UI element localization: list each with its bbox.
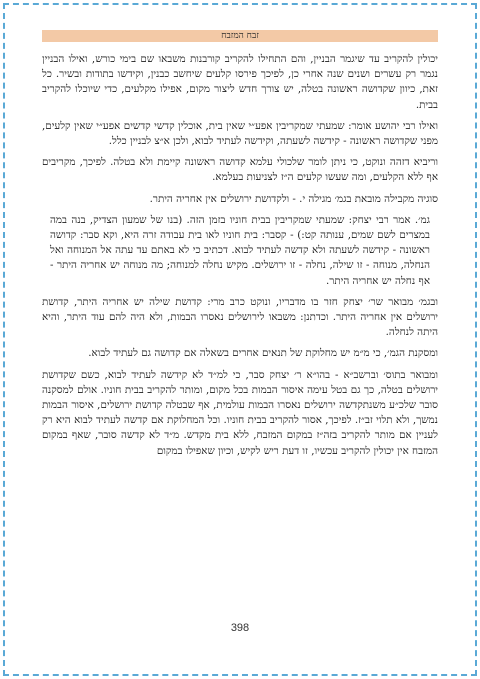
paragraph: יכולין להקריב עד שיגמר הבניין, והם התחילו להקריב קורבנות משבאו שם בימי כורש, ואילו הבניין נגמר רק עשרים ושנים שנה אחרי כן, לפיכך פירסו קלעים שיחשב כבנין, וקידשו בתודות ובשיר. כל זאת, כיוון שקדושה ראשונה בטלה, יש צורך חדש ליצור מקום, אפילו מקלעים, כדי שיוכלו להקריב בבית. xyxy=(42,53,438,111)
paragraph: ואילו רבי יהושע אומר: שמעתי שמקריבין אפע״י שאין בית, אוכלין קדשי קדשים אפע״י שאין קלעים, מפני שקדושה ראשונה - קידשה לשעתה, וקידשה לעתיד לבוא, ולכן א״צ לבניין כלל. xyxy=(42,119,438,148)
paragraph: ומסקנת הגמ׳, כי מ״מ יש מחלוקת של תנאים אחרים בשאלה אם קדושה גם לעתיד לבוא. xyxy=(88,347,438,360)
page-body xyxy=(42,52,438,465)
page-number: 398 xyxy=(230,622,250,634)
header-title: זבח המזבח xyxy=(221,31,259,41)
quoted-passage: גמ׳. אמר רבי יצחק: שמעתי שמקריבין בבית חוניו בזמן הזה. (בנו של שמעון הצדיק, בנה במה במצרים לשם שמים, ענותה קט:) - קסבר: בית חוניו לאו בית עבודה זרה היא, וקא סבר: קדושה ראשונה - קידשה לשעתה ולא קדשה לעתיד לבוא. דכתיב כי לא באתם עד עתה אל המנוחה ואל הנחלה, מנוחה - זו שילה, נחלה - זו ירושלים. מקיש נחלה למנוחה; מה מנוחה יש אחריה היתר - אף נחלה יש אחריה היתר. xyxy=(50,213,430,287)
paragraph: סוגיה מקבילה מובאת בגמ׳ מגילה י. - ולקדושת ירושלים אין אחריה היתר. xyxy=(149,192,438,205)
paragraph: וריביא דזהה ונוקט, כי ניתן לומר שלכולי עלמא קדושה ראשונה קיימת ולא בטלה. לפיכך, מקריבים אף ללא הקלעים, ומה שעשו קלעים ה״ז לצניעות בעלמא. xyxy=(42,156,438,184)
paragraph: ובגמ׳ מבואר שר׳ יצחק חזר בו מדבריו, ונוקט כרב מרי: קדושת שילה יש אחריה היתר, קדושת ירושלים אין אחריה היתר. וכדתנן: משבאו לירושלים נאסרו הבמות, ולא היה להם עוד היתר, והיא היתה לנחלה. xyxy=(42,295,438,339)
paragraph: ומבואר בתוס׳ וברשב״א - בהו״א ר׳ יצחק סבר, כי למ״ד לא קידשה לעתיד לבוא, כשם שקדושת ירושלים בטלה, כך גם בטל עימה איסור הבמות בכל מקום, ומותר להקריב בבית חוניו. אולם למסקנה סובר שלכ״ע משנתקדשה ירושלים נאסרו הבמות עולמית, אף שבטלה קדושת ירושלים, איסור הבמות נמשך, ולא תלוי זב״ז. לפיכך, אסור להקריב בבית חוניו. וכל המחלוקת אם קדשה לעתיד לבוא היא רק לעניין אם מותר להקריב בזה״ז במקום המזבח, ללא בית מקדש. מ״ד לא קדשה סובר, שאף במקום המזבח אין יכולין להקריב עכשיו, זו דעת ריש לקיש, וכיון שאפילו במקום xyxy=(42,368,438,457)
running-header xyxy=(42,30,438,42)
